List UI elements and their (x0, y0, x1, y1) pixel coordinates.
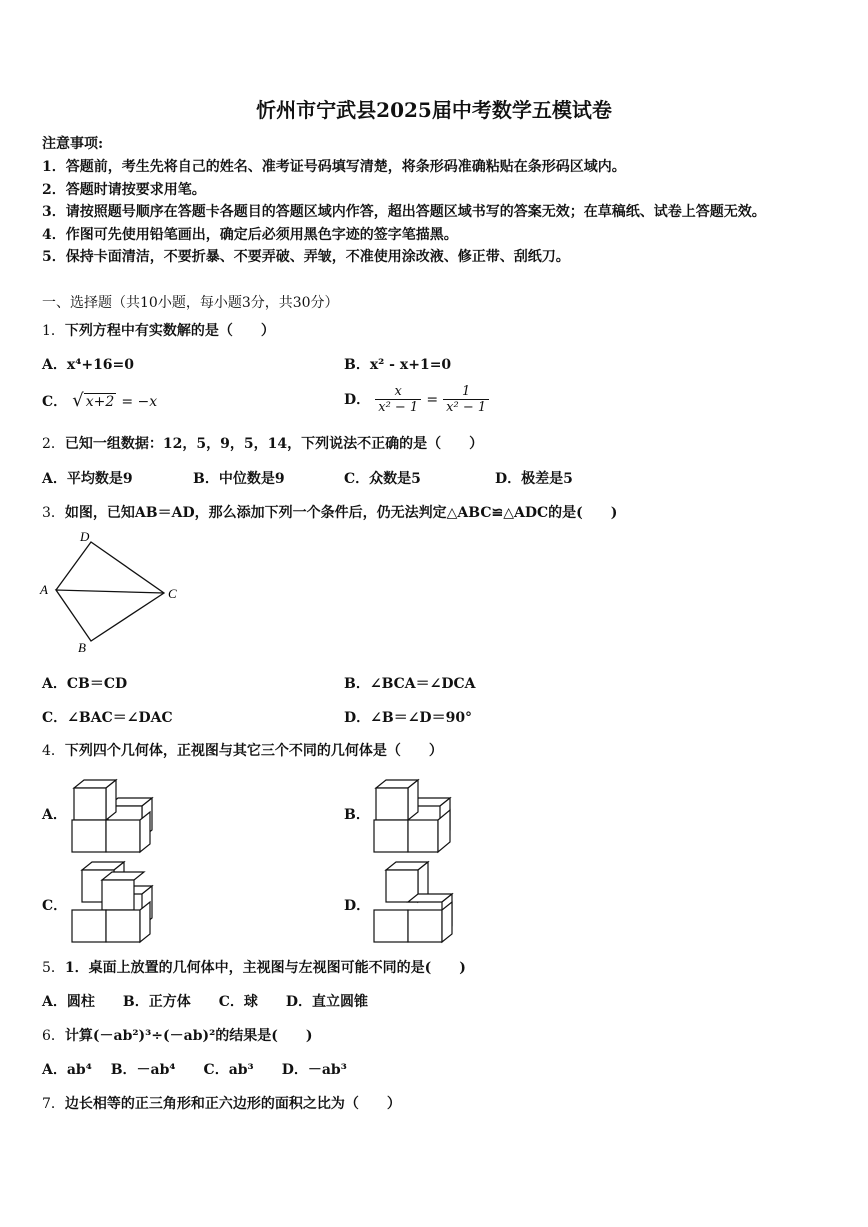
q4-option-c: C． (42, 898, 68, 914)
question-number: 7． (42, 1096, 65, 1112)
q1-option-c (42, 390, 157, 411)
sqrt-sign: √ (72, 390, 84, 411)
question-number: 6． (42, 1028, 65, 1044)
q2-option-d: D．极差是5 (495, 471, 573, 487)
question-3 (42, 502, 617, 522)
q3-option-d: D．∠B＝∠D＝90° (344, 710, 473, 726)
fraction-left: $\frac{x}{\text{x² − 1}}$ (375, 384, 421, 415)
question-7 (42, 1093, 401, 1113)
q3-option-c: C．∠BAC＝∠DAC (42, 710, 173, 726)
option-label: C． (42, 394, 68, 410)
question-6 (42, 1025, 313, 1045)
q5-options: A．圆柱 B．正方体 C．球 D．直立圆锥 (42, 994, 368, 1010)
vertex-label-a: A (40, 582, 48, 597)
question-stem: 边长相等的正三角形和正六边形的面积之比为（ ） (64, 1096, 401, 1112)
notice-item-1: 1．答题前，考生先将自己的姓名、准考证号码填写清楚，将条形码准确粘贴在条形码区域内。 (42, 159, 626, 175)
q4-option-b: B． (344, 807, 370, 823)
q3-option-a: A．CB＝CD (42, 676, 128, 692)
question-stem: 下列方程中有实数解的是（ ） (64, 323, 275, 339)
question-number: 5． (42, 960, 65, 976)
q4-figure-c (70, 858, 160, 944)
question-number: 4． (42, 743, 65, 759)
q4-option-d: D． (344, 898, 371, 914)
equation-rhs: = −x (121, 394, 158, 410)
notice-heading: 注意事项: (42, 136, 104, 152)
vertex-label-d: D (80, 529, 90, 544)
q1-option-b: B．x² - x+1=0 (344, 357, 452, 373)
question-stem: 已知一组数据：12，5，9，5，14，下列说法不正确的是（ ） (64, 436, 484, 452)
q4-figure-a (70, 776, 160, 854)
notice-item-2: 2．答题时请按要求用笔。 (42, 182, 206, 198)
vertex-label-b: B (78, 640, 86, 655)
q4-figure-d (372, 858, 462, 944)
question-4 (42, 740, 443, 760)
question-stem: 1．桌面上放置的几何体中，主视图与左视图可能不同的是( ) (64, 960, 466, 976)
q2-option-a: A．平均数是9 (42, 471, 133, 487)
question-stem: 如图，已知AB＝AD，那么添加下列一个条件后，仍无法判定△ABC≌△ADC的是( ) (64, 505, 618, 521)
sqrt-expression: x+2 (85, 394, 115, 410)
question-5 (42, 957, 466, 977)
notice-item-4: 4．作图可先使用铅笔画出，确定后必须用黑色字迹的签字笔描黑。 (42, 227, 458, 243)
q4-figure-b (372, 776, 462, 854)
q2-option-b: B．中位数是9 (193, 471, 285, 487)
question-1 (42, 320, 275, 340)
vertex-label-c: C (168, 586, 177, 601)
notice-item-5: 5．保持卡面清洁，不要折暴、不要弄破、弄皱，不准使用涂改液、修正带、刮纸刀。 (42, 249, 570, 265)
option-label: D． (344, 392, 371, 408)
question-number: 1． (42, 323, 65, 339)
exam-title: 忻州市宁武县2025届中考数学五模试卷 (256, 98, 612, 122)
q6-options: A．ab⁴ B．－ab⁴ C．ab³ D．－ab³ (42, 1062, 347, 1078)
question-number: 3． (42, 505, 65, 521)
q1-option-a: A．x⁴+16=0 (42, 357, 135, 373)
question-number: 2． (42, 436, 65, 452)
fraction-right: $\frac{1}{\text{x² − 1}}$ (443, 384, 489, 415)
q2-option-c: C．众数是5 (344, 471, 421, 487)
q3-option-b: B．∠BCA＝∠DCA (344, 676, 476, 692)
question-stem: 计算(－ab²)³÷(－ab)²的结果是( ) (64, 1028, 313, 1044)
quadrilateral-figure (36, 528, 186, 658)
question-stem: 下列四个几何体，正视图与其它三个不同的几何体是（ ） (64, 743, 443, 759)
q1-option-d: D． $\frac{x}{\text{x² − 1}}$ = $\frac{1}{\text{x² − 1}}$ (344, 384, 489, 415)
notice-item-3: 3．请按照题号顺序在答题卡各题目的答题区域内作答，超出答题区域书写的答案无效；在草稿纸、试卷上答题无效。 (42, 204, 766, 220)
q4-option-a: A． (42, 807, 67, 823)
question-2 (42, 433, 483, 453)
section-heading: 一、选择题（共10小题，每小题3分，共30分） (42, 295, 339, 311)
